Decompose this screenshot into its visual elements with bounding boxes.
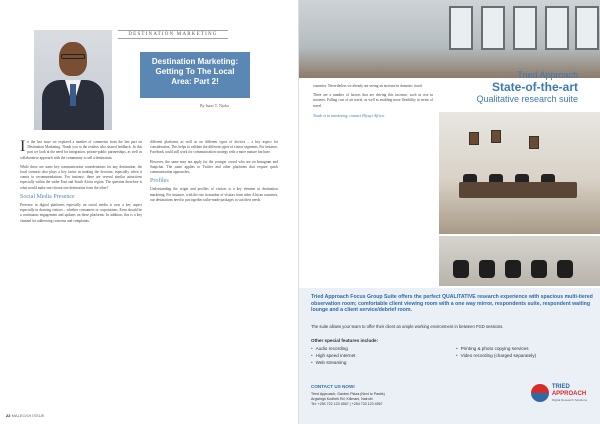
intro-paragraph: In the last issue we explored a number of comments from the last part on Destination Marketing. Thank you to the readers who shared feedback. In this part we look at the need for integration, private-public partnerships, as well as collaborative approach with the community to sell a destination. (20, 138, 142, 160)
page-footer (6, 413, 44, 418)
issue-label: MALEO/19 ISSUE (11, 413, 45, 418)
feature-item: • Video recording (charged separately) (456, 353, 591, 358)
page-number: 22 (6, 413, 11, 418)
contact-line: Tel: +254 722 123 4567 | +254 733 123 4567 (311, 402, 383, 406)
feature-item: • Printing & photo copying services (456, 346, 591, 351)
byline: By Isaac T. Njoka (200, 103, 229, 108)
paragraph: However, the same may not apply for the younger crowd who are on Instagram and Snapchat. The same applies to Twitter and other platforms that require quick communication approaches. (150, 159, 278, 175)
paragraph: different platforms as well as on different types of devices – a key aspect for consideration. This helps to validate the different types of visitor segments. For instance, Facebook could still work for communication strategy with a more mature fan base. (150, 140, 278, 155)
logo-mark-icon (531, 384, 549, 402)
pull-quote: Trade is in marketing, contact Hiyayi Africa. (313, 112, 385, 118)
article-title: Destination Marketing: Getting To The Local Area: Part 2! (151, 57, 239, 86)
features-title: Other special features include: (311, 338, 379, 343)
waiting-lounge-photo (439, 236, 600, 286)
section-tag: DESTINATION MARKETING (118, 30, 228, 39)
drop-cap: I (20, 138, 26, 155)
feature-item: • Web streaming (311, 360, 446, 365)
ad-paragraph: The suite allows your team to offer their client an ample working environment in between FGD sessions. (311, 324, 504, 329)
author-portrait (34, 30, 112, 130)
paragraph: Presence in digital platforms especially on social media is now a key aspect especially in drawing visitors – whether consumers or corporations. Even should be a continuous engagement and updates on these platforms. In addition, this is a key channel for addressing concerns and complaints. (20, 203, 142, 223)
ad-info-box (299, 288, 600, 424)
paragraph: countries. Nevertheless we already are seeing an increase in domestic travel. (313, 84, 423, 88)
ad-tagline (476, 70, 578, 105)
contact-line: Tried Approach, Garden Plaza (Next to Pastis) (311, 392, 385, 396)
article-continued (313, 84, 433, 122)
logo-word-1: TRIED (551, 384, 570, 390)
office-photo-top (299, 0, 600, 78)
contact-title: CONTACT US NOW! (311, 384, 355, 389)
subhead-profiles: Profiles (150, 178, 169, 185)
left-page (0, 0, 298, 424)
tried-approach-logo (531, 384, 587, 402)
logo-subtitle: Digital Research Solutions (551, 398, 587, 402)
ad-lead-text: Tried Approach Focus Group Suite offers the perfect QUALITATIVE research experience with spacious multi-tiered observation room; comfortable client viewing room with a one way mirror, respondents suite, respondent waiting lounge and a client service/debrief room. (311, 294, 593, 314)
features-list (311, 346, 591, 365)
feature-item: • High speed internet (311, 353, 446, 358)
paragraph: While these are some key communication considerations for any destination, the local scenario also plays a key factor in making the decision, especially when it comes to recommendations. For instance, there are several similar attractions especially within the wider East and South Africa region. The question therefore is what would make one choose one destination from the other? (20, 164, 142, 190)
tagline-line-2: State-of-the-art (492, 80, 578, 94)
article-title-box (140, 52, 250, 98)
paragraph: Understanding the origin and profiles of visitors is a key element in destination marketing. For instance, with the rise in number of visitors from other African countries, our destinations need to put together tailor-made packages to suit their needs. (150, 187, 278, 202)
subhead-social-media: Social Media Presence (20, 193, 75, 200)
column-1 (20, 140, 142, 228)
conference-room-photo (439, 112, 600, 234)
tagline-line-3: Qualitative research suite (476, 94, 578, 104)
right-page (298, 0, 600, 424)
contact-line: Argwings Kodhek Rd, Kilimani, Nairobi (311, 397, 373, 401)
logo-word-2: APPROACH (551, 391, 587, 397)
paragraph: There are a number of factors that are driving this increase, such as rise in incomes. Falling cost of air travel, as well as enabling more flexibility in terms of travel. (313, 93, 433, 108)
feature-item: • Audio recording (311, 346, 446, 351)
column-2 (150, 140, 278, 207)
tagline-line-1: Tried Approach (517, 70, 578, 80)
